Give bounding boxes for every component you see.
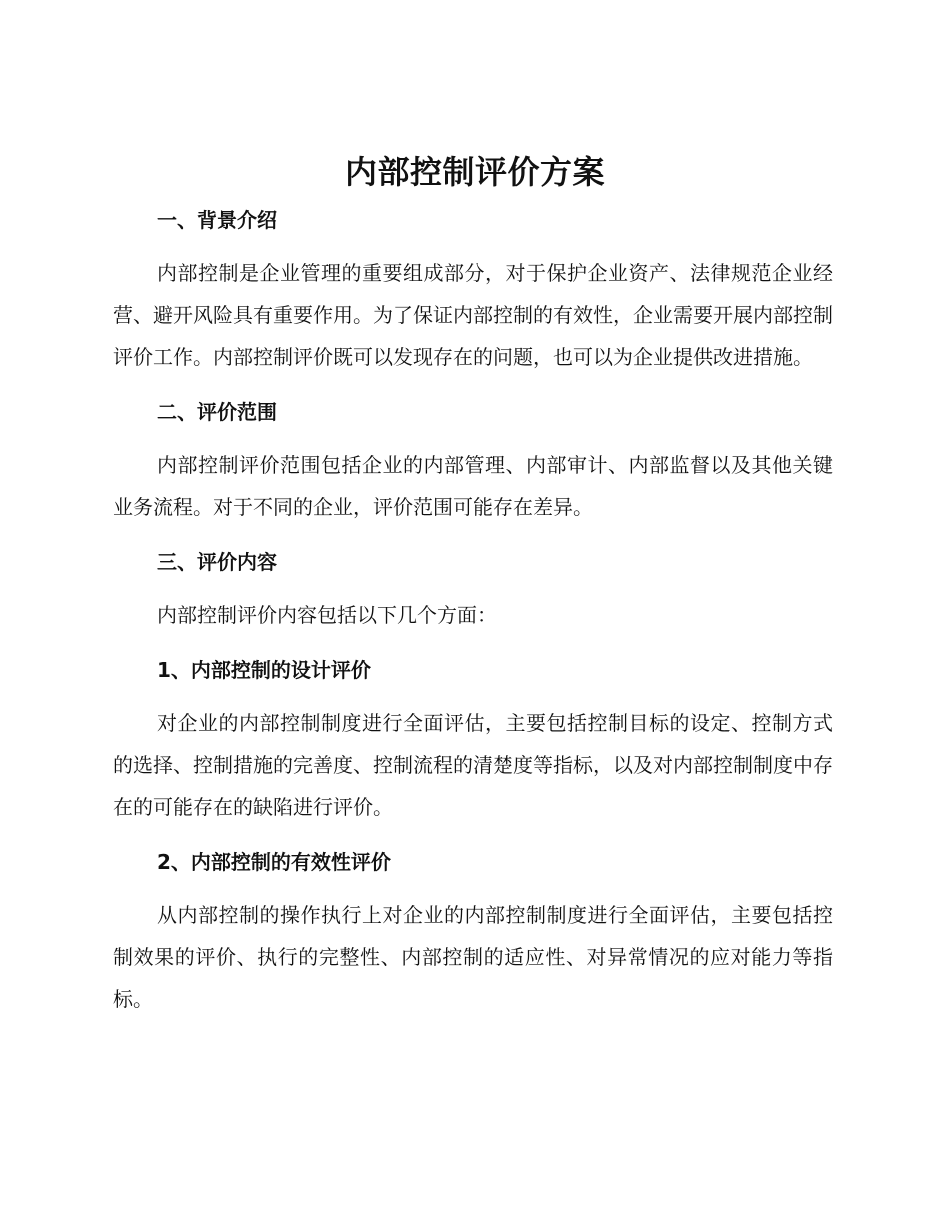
paragraph-background: 内部控制是企业管理的重要组成部分，对于保护企业资产、法律规范企业经营、避开风险具有重要作用。为了保证内部控制的有效性，企业需要开展内部控制评价工作。内部控制评价既可以发现存在的问题，也可以为企业提供改进措施。 bbox=[113, 261, 833, 369]
spacer bbox=[113, 690, 833, 702]
spacer bbox=[113, 582, 833, 594]
paragraph-content: 内部控制评价内容包括以下几个方面： bbox=[157, 603, 497, 627]
paragraph-effectiveness-evaluation: 从内部控制的操作执行上对企业的内部控制制度进行全面评估，主要包括控制效果的评价、执行的完整性、内部控制的适应性、对异常情况的应对能力等指标。 bbox=[113, 903, 833, 1011]
section-heading-design-evaluation: 1、内部控制的设计评价 bbox=[157, 658, 371, 682]
section-heading-effectiveness-evaluation: 2、内部控制的有效性评价 bbox=[157, 850, 391, 874]
spacer bbox=[113, 882, 833, 894]
spacer bbox=[113, 432, 833, 444]
section-heading-scope: 二、评价范围 bbox=[157, 400, 277, 424]
spacer bbox=[113, 528, 833, 542]
section-heading-content: 三、评价内容 bbox=[157, 550, 277, 574]
spacer bbox=[113, 636, 833, 650]
spacer bbox=[113, 828, 833, 842]
spacer bbox=[113, 378, 833, 392]
document-title: 内部控制评价方案 bbox=[344, 153, 605, 191]
document-body bbox=[113, 200, 833, 1020]
spacer bbox=[113, 240, 833, 252]
paragraph-design-evaluation: 对企业的内部控制制度进行全面评估，主要包括控制目标的设定、控制方式的选择、控制措施的完善度、控制流程的清楚度等指标，以及对内部控制制度中存在的可能存在的缺陷进行评价。 bbox=[113, 711, 833, 819]
paragraph-scope: 内部控制评价范围包括企业的内部管理、内部审计、内部监督以及其他关键业务流程。对于不同的企业，评价范围可能存在差异。 bbox=[113, 453, 833, 519]
section-heading-background: 一、背景介绍 bbox=[157, 208, 277, 232]
